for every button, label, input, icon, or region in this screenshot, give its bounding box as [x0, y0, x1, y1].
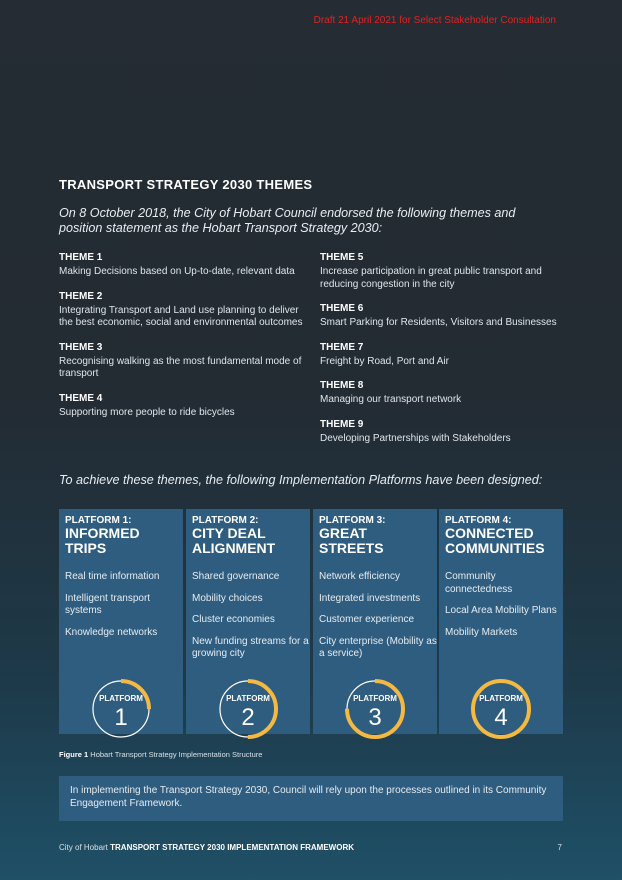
platform-item: City enterprise (Mobility as a service) — [319, 635, 437, 659]
platform-title-line: GREAT — [319, 525, 367, 541]
platform-title-line: TRIPS — [65, 540, 107, 556]
platform-title — [445, 526, 545, 556]
platform-items — [192, 571, 310, 670]
draft-notice: Draft 21 April 2021 for Select Stakeholder Consultation — [313, 15, 556, 26]
badge-word: PLATFORM — [353, 694, 397, 703]
theme-heading: THEME 5 — [320, 252, 364, 263]
platforms-grid — [59, 509, 563, 734]
platform-card-1 — [59, 509, 183, 734]
platform-title-line: CONNECTED — [445, 525, 534, 541]
footer — [59, 843, 354, 852]
theme-text: Recognising walking as the most fundamental mode of transport — [59, 355, 302, 379]
themes-left-column — [59, 252, 309, 431]
platform-item: Knowledge networks — [65, 626, 158, 638]
platform-badge — [216, 677, 280, 741]
theme-text: Managing our transport network — [320, 394, 462, 405]
intro-statement: On 8 October 2018, the City of Hobart Council endorsed the following themes and position statement as the Hobart Transport Strategy 2030: — [59, 206, 516, 235]
theme-item — [59, 291, 309, 330]
platform-items — [445, 571, 563, 648]
platform-item: Real time information — [65, 571, 160, 582]
figure-caption-text: Hobart Transport Strategy Implementation Structure — [90, 750, 263, 759]
page-number: 7 — [557, 843, 562, 852]
theme-item — [320, 303, 570, 330]
platform-item: Network efficiency — [319, 571, 400, 582]
platform-card-4 — [439, 509, 563, 734]
platform-title-line: STREETS — [319, 540, 384, 556]
platform-item: New funding streams for a growing city — [192, 635, 309, 659]
figure-label: Figure 1 — [59, 750, 89, 759]
theme-text: Freight by Road, Port and Air — [320, 355, 449, 367]
theme-heading: THEME 3 — [59, 341, 103, 353]
theme-heading: THEME 6 — [320, 303, 364, 314]
badge-number: 2 — [241, 704, 255, 731]
page-title: TRANSPORT STRATEGY 2030 THEMES — [59, 177, 313, 192]
platform-label: PLATFORM 4: — [445, 515, 512, 526]
theme-heading: THEME 7 — [320, 341, 364, 353]
platform-label: PLATFORM 2: — [192, 515, 259, 526]
platform-card-2 — [186, 509, 310, 734]
footer-title: TRANSPORT STRATEGY 2030 IMPLEMENTATION FRAMEWORK — [110, 843, 355, 852]
theme-item — [320, 342, 570, 369]
theme-heading: THEME 4 — [59, 392, 103, 404]
theme-item — [59, 252, 309, 279]
theme-item — [320, 252, 570, 291]
platform-label: PLATFORM 3: — [319, 515, 386, 526]
figure-caption — [59, 750, 262, 759]
platform-items — [319, 571, 437, 670]
platform-title — [319, 526, 384, 556]
theme-item — [320, 380, 570, 407]
platform-title — [65, 526, 140, 556]
platform-item: Community connectedness — [445, 571, 513, 595]
platform-item: Mobility choices — [192, 592, 263, 604]
platform-item: Cluster economies — [192, 614, 275, 625]
platform-item: Integrated investments — [319, 592, 421, 604]
theme-heading: THEME 1 — [59, 252, 103, 263]
theme-heading: THEME 2 — [59, 290, 103, 302]
badge-number: 4 — [494, 704, 508, 731]
platforms-intro: To achieve these themes, the following Implementation Platforms have been designed: — [59, 473, 543, 487]
platform-title-line: CITY DEAL — [192, 525, 266, 541]
platform-item: Shared governance — [192, 571, 280, 582]
engagement-note: In implementing the Transport Strategy 2030, Council will rely upon the processes outlined in its Community Engagement Framework. — [59, 776, 563, 821]
platform-items — [65, 571, 183, 648]
theme-heading: THEME 9 — [320, 418, 364, 430]
platform-title-line: COMMUNITIES — [445, 540, 545, 556]
platform-card-3 — [313, 509, 437, 734]
theme-text: Increase participation in great public transport and reducing congestion in the city — [320, 266, 542, 290]
platform-badge — [343, 677, 407, 741]
platform-badge — [89, 677, 153, 741]
badge-number: 1 — [114, 704, 128, 731]
platform-item: Mobility Markets — [445, 626, 518, 638]
footer-prefix: City of Hobart — [59, 843, 108, 852]
theme-text: Supporting more people to ride bicycles — [59, 406, 235, 418]
themes-right-column — [320, 252, 570, 457]
theme-item — [59, 342, 309, 381]
theme-item — [59, 393, 309, 420]
platform-item: Customer experience — [319, 614, 415, 625]
platform-badge — [469, 677, 533, 741]
theme-text: Smart Parking for Residents, Visitors and Businesses — [320, 317, 557, 328]
badge-word: PLATFORM — [479, 694, 523, 703]
platform-title — [192, 526, 275, 556]
badge-word: PLATFORM — [99, 694, 143, 703]
platform-title-line: ALIGNMENT — [192, 540, 276, 556]
theme-text: Making Decisions based on Up-to-date, relevant data — [59, 266, 295, 277]
theme-text: Developing Partnerships with Stakeholders — [320, 432, 511, 444]
badge-word: PLATFORM — [226, 694, 270, 703]
platform-item: Intelligent transport systems — [65, 592, 151, 616]
theme-heading: THEME 8 — [320, 380, 364, 391]
platform-title-line: INFORMED — [65, 525, 140, 541]
platform-label: PLATFORM 1: — [65, 515, 132, 526]
badge-number: 3 — [368, 704, 382, 731]
theme-text: Integrating Transport and Land use planning to deliver the best economic, social and environmental outcomes — [59, 304, 303, 328]
theme-item — [320, 419, 570, 446]
platform-item: Local Area Mobility Plans — [445, 605, 557, 616]
